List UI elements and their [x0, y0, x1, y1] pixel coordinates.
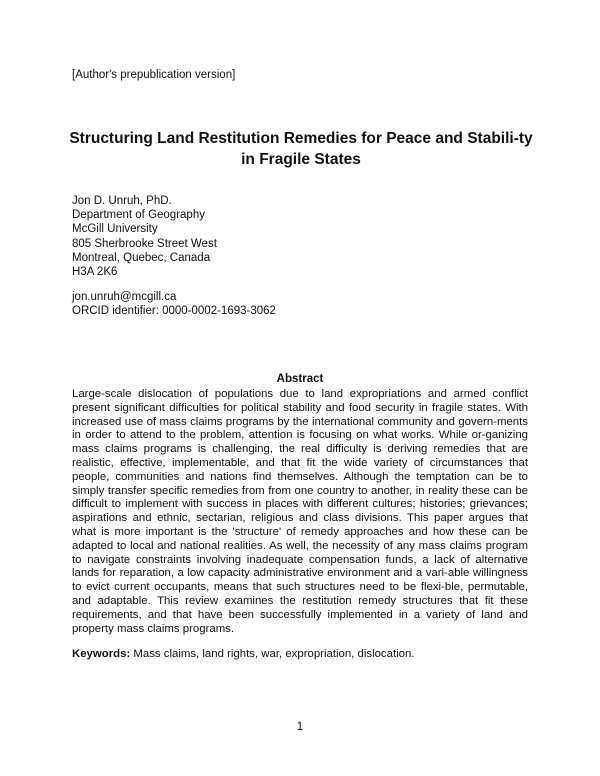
- author-postal-code: H3A 2K6: [72, 266, 118, 279]
- author-department: Department of Geography: [72, 209, 205, 222]
- keywords-line: [72, 648, 415, 660]
- abstract-body: Large-scale dislocation of populations due to land expropriations and armed conflict present significant difficulties for political stability and food security in fragile states. With increased use of mass claims programs by the international community and govern-ments in order to attend to the problem, attention is focusing on what works. While or-ganizing mass claims programs is challenging, the real difficulty is deriving remedies that are realistic, effective, implementable, and that fit the wide variety of circumstances that people, communities and nations find themselves. Although the temptation can be to simply transfer specific remedies from from one country to another, in reality these can be difficult to implement with success in places with different cultures; histories; grievances; aspirations and ethnic, sectarian, religious and class divisions. This paper argues that what is more important is the 'structure' of remedy approaches and how these can be adapted to local and national realities. As well, the necessity of any mass claims program to navigate constraints involving inadequate compensation funds, a lack of alternative lands for reparation, a low capacity administrative environment and a vari-able willingness to evict current occupants, means that such structures need to be flexi-ble, permutable, and adaptable. This review examines the restitution remedy structures that fit these requirements, and that have been successfully implemented in a variety of land and property mass claims programs.: [72, 388, 528, 635]
- keywords-label: Keywords:: [72, 648, 131, 660]
- page-number: 1: [296, 721, 304, 733]
- author-orcid: ORCID identifier: 0000-0002-1693-3062: [72, 305, 276, 318]
- contact-block: [72, 290, 276, 318]
- author-email: jon.unruh@mcgill.ca: [72, 291, 177, 303]
- author-university: McGill University: [72, 223, 158, 236]
- prepublication-note: [Author's prepublication version]: [72, 69, 236, 81]
- author-city: Montreal, Quebec, Canada: [72, 251, 211, 264]
- keywords-text: Mass claims, land rights, war, expropriation, dislocation.: [133, 648, 415, 660]
- author-name: Jon D. Unruh, PhD.: [72, 195, 172, 207]
- paper-title: Structuring Land Restitution Remedies for Peace and Stabili-ty in Fragile States: [69, 130, 533, 168]
- author-street: 805 Sherbrooke Street West: [72, 237, 217, 250]
- abstract-heading: Abstract: [276, 373, 324, 385]
- author-block: [72, 194, 217, 279]
